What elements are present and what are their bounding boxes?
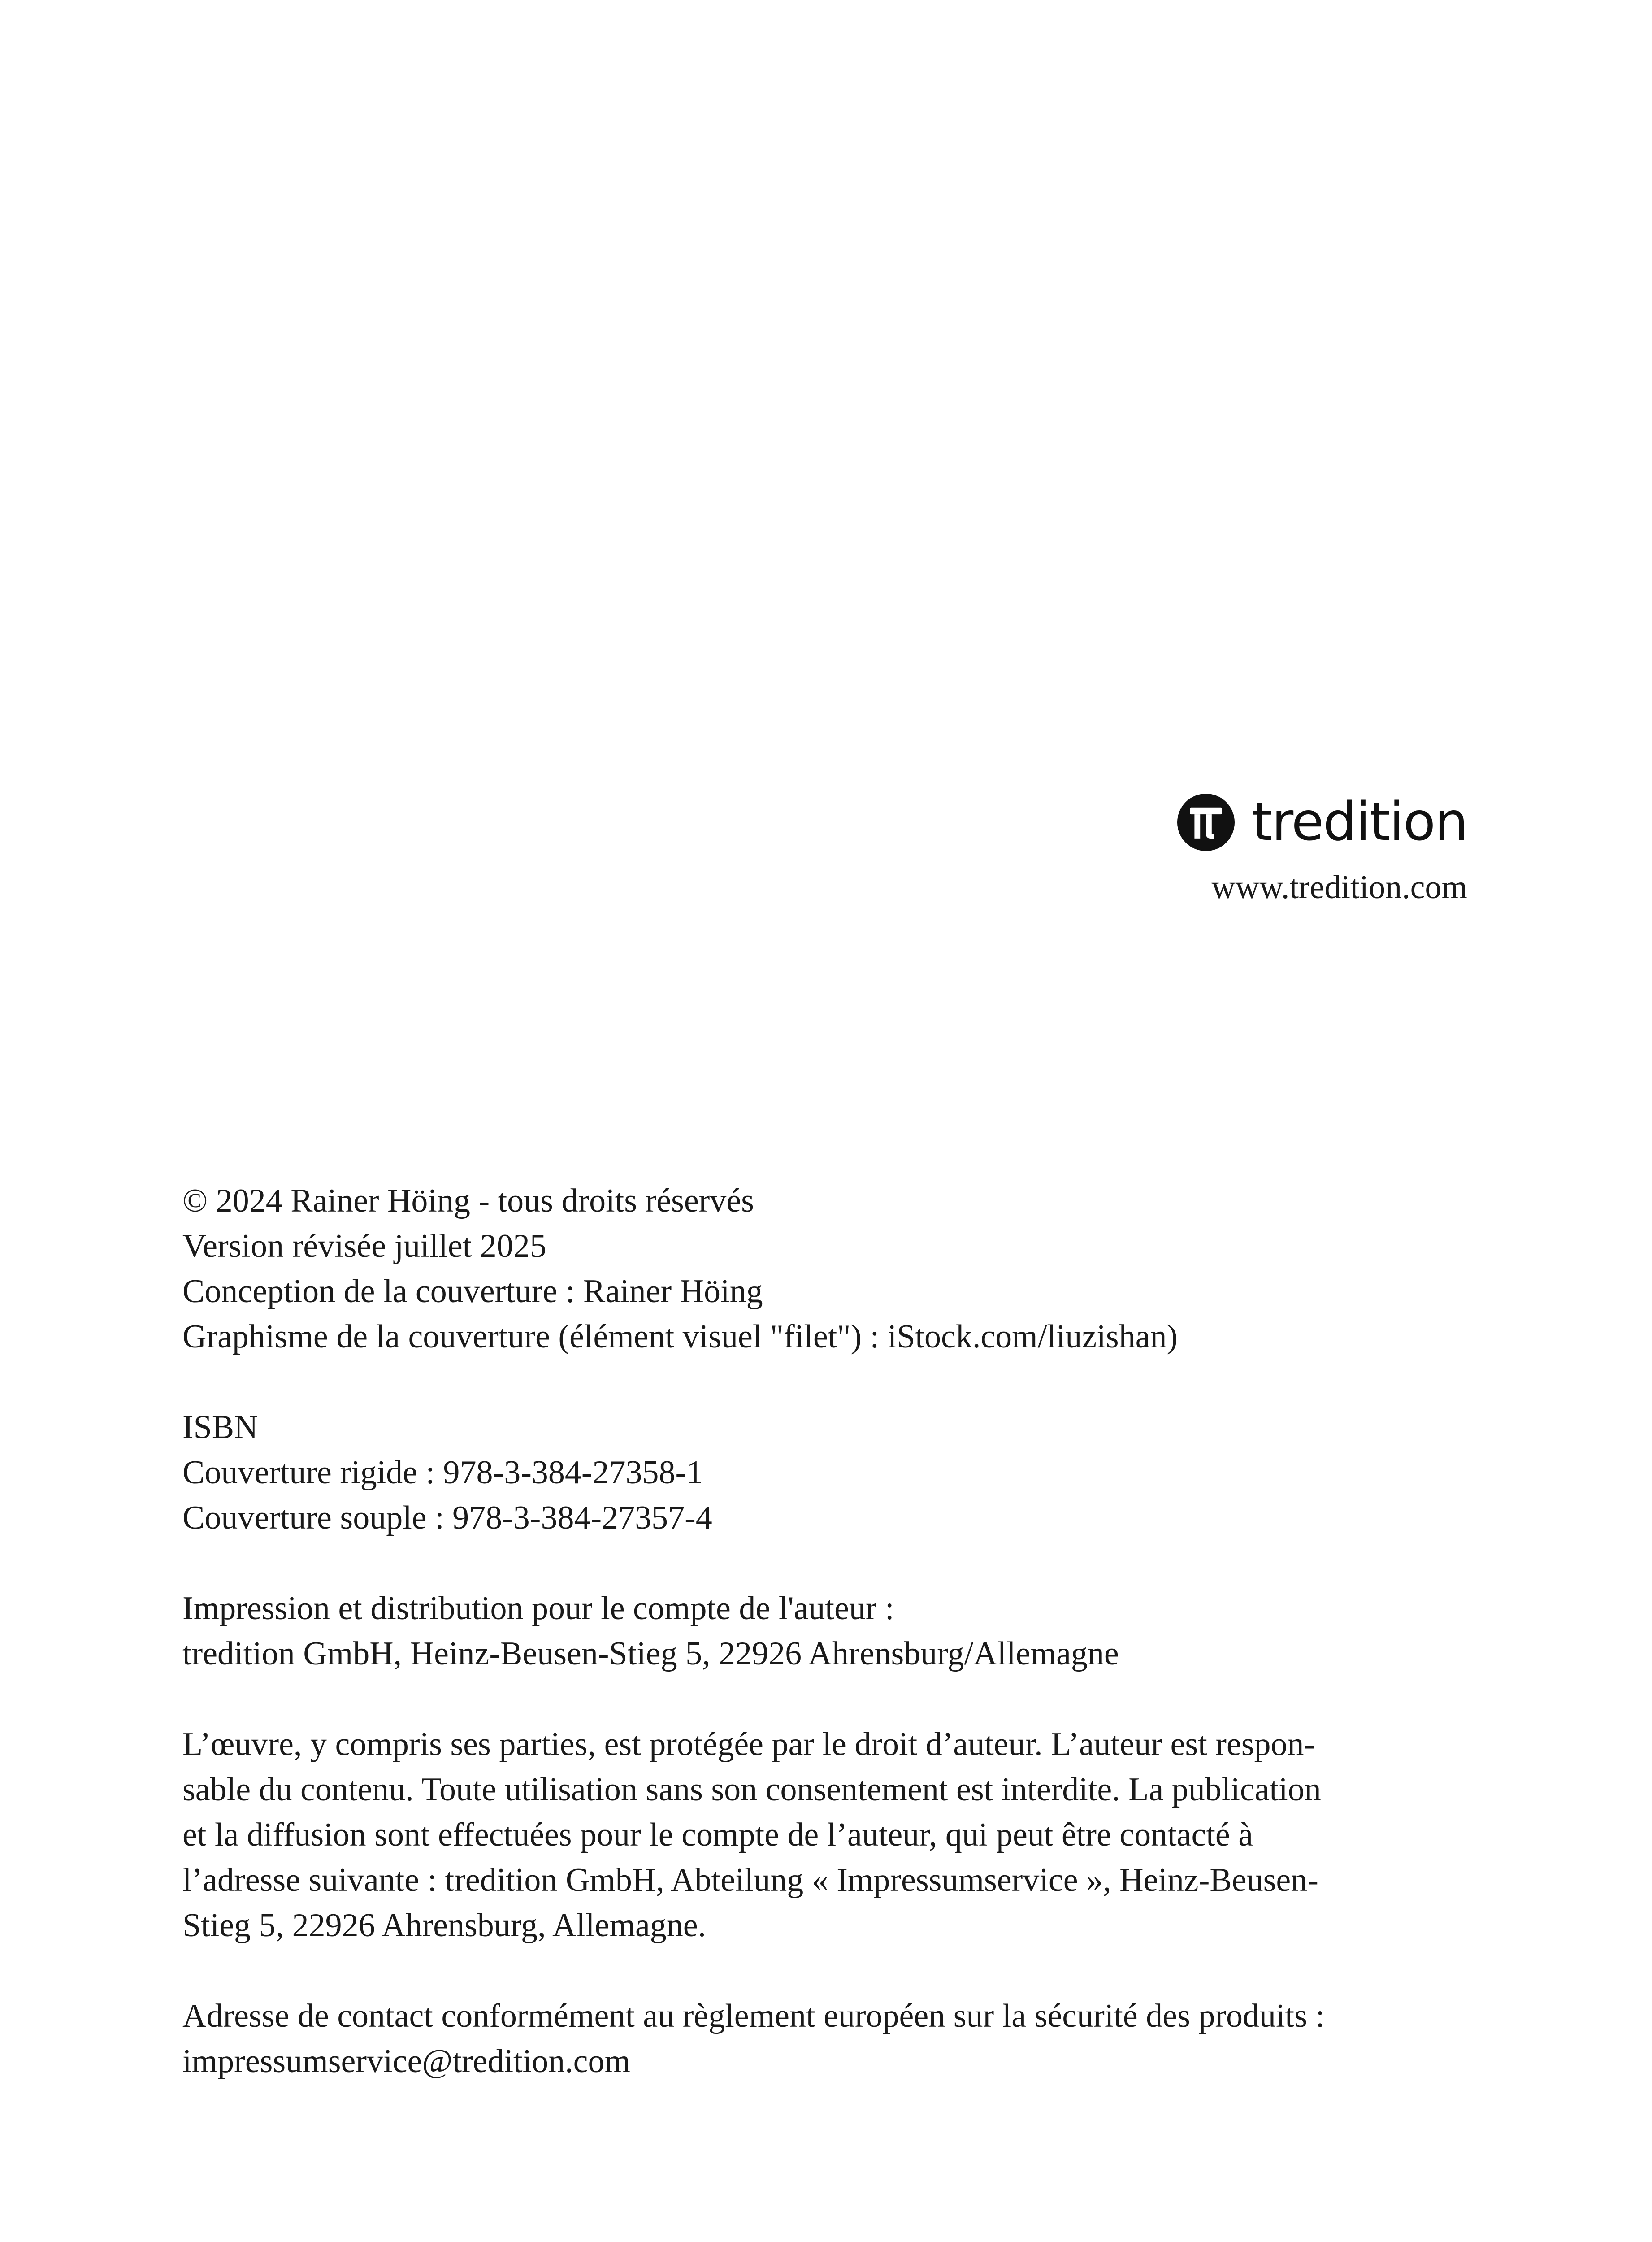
legal-line: L’œuvre, y compris ses parties, est protégée par le droit d’auteur. L’auteur est respon-: [182, 1726, 1315, 1763]
version-line: Version révisée juillet 2025: [182, 1228, 546, 1264]
legal-notice: [182, 1722, 1474, 1948]
contact-label: Adresse de contact conformément au règlement européen sur la sécurité des produits :: [182, 1998, 1325, 2034]
isbn-softcover: Couverture souple : 978-3-384-27357-4: [182, 1499, 712, 1536]
cover-design-line: Conception de la couverture : Rainer Höing: [182, 1273, 763, 1310]
publisher-block: [1177, 791, 1467, 906]
publisher-name: tredition: [1252, 791, 1467, 852]
cover-graphics-line: Graphisme de la couverture (élément visuel "filet") : iStock.com/liuzishan): [182, 1318, 1178, 1355]
publisher-website: www.tredition.com: [1211, 869, 1467, 906]
printing-block: [182, 1586, 1474, 1677]
legal-line: sable du contenu. Toute utilisation sans son consentement est interdite. La publication: [182, 1771, 1321, 1808]
isbn-hardcover: Couverture rigide : 978-3-384-27358-1: [182, 1454, 703, 1491]
isbn-heading: ISBN: [182, 1409, 258, 1446]
publisher-logo: [1177, 791, 1467, 852]
printer-address: tredition GmbH, Heinz-Beusen-Stieg 5, 22926 Ahrensburg/Allemagne: [182, 1635, 1119, 1672]
legal-line: et la diffusion sont effectuées pour le compte de l’auteur, qui peut être contacté à: [182, 1816, 1253, 1853]
copyright-line: © 2024 Rainer Höing - tous droits réservés: [182, 1182, 754, 1219]
contact-block: [182, 1994, 1474, 2084]
printing-line: Impression et distribution pour le compte de l'auteur :: [182, 1590, 894, 1627]
legal-line: Stieg 5, 22926 Ahrensburg, Allemagne.: [182, 1907, 707, 1944]
imprint-text: [182, 1178, 1474, 2129]
isbn-block: [182, 1405, 1474, 1541]
legal-line: l’adresse suivante : tredition GmbH, Abteilung « Impressumservice », Heinz-Beusen-: [182, 1862, 1318, 1899]
rights-block: [182, 1178, 1474, 1360]
tredition-t-icon: [1177, 794, 1235, 851]
contact-email: impressumservice@tredition.com: [182, 2043, 631, 2080]
